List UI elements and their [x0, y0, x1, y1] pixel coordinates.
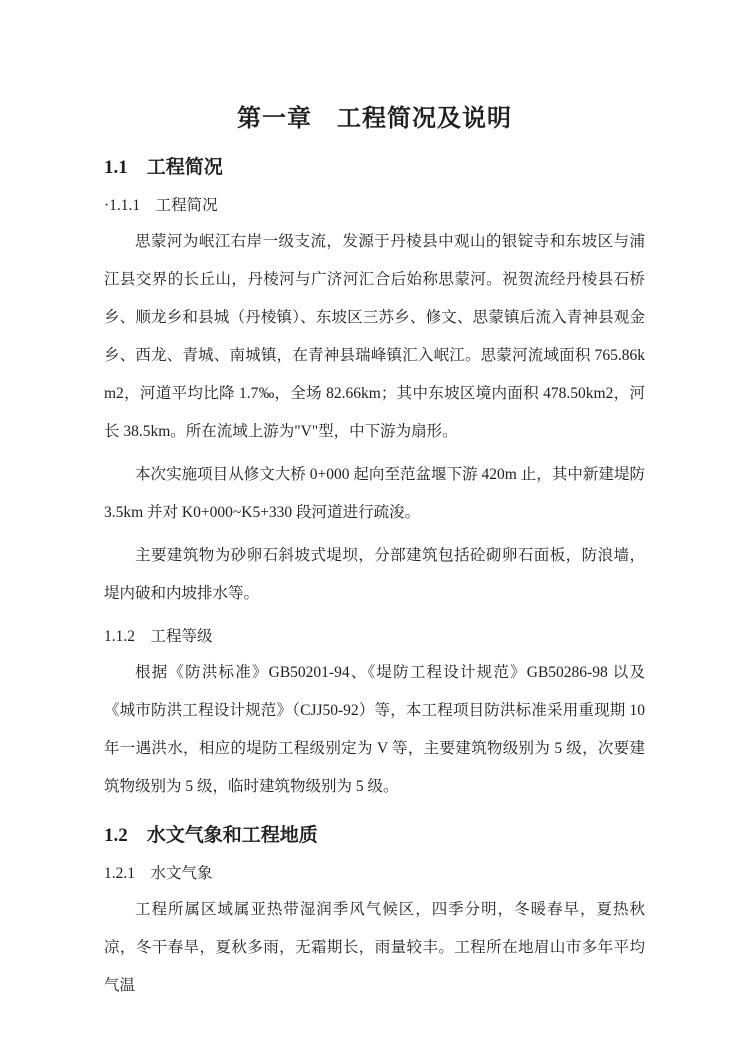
heading-section-1-1-2: 1.1.2 工程等级	[104, 628, 213, 645]
heading-section-1-2-1: 1.2.1 水文气象	[104, 865, 213, 882]
paragraph-project-scope: 本次实施项目从修文大桥 0+000 起向至范盆堰下游 420m 止，其中新建堤防 3.5km 并对 K0+000~K5+330 段河道进行疏浚。	[104, 466, 645, 521]
paragraph-project-grade: 根据《防洪标准》GB50201-94、《堤防工程设计规范》GB50286-98 以及《城市防洪工程设计规范》（CJJ50-92）等，本工程项目防洪标准采用重现期 10 年一遇洪水，相应的堤防工程级别定为 V 等，主要建筑物级别为 5 级，次要建筑物级别为 5 级，临时建筑物级别为 5 级。	[104, 664, 645, 795]
heading-section-1-1-1: ·1.1.1 工程简况	[104, 197, 218, 214]
paragraph-main-structures: 主要建筑物为砂卵石斜坡式堤坝，分部建筑包括砼砌卵石面板，防浪墙，堤内破和内坡排水等。	[104, 547, 645, 602]
chapter-title: 第一章 工程简况及说明	[237, 106, 512, 132]
heading-section-1-1: 1.1 工程简况	[104, 157, 223, 178]
heading-section-1-2: 1.2 水文气象和工程地质	[104, 825, 318, 846]
paragraph-river-overview: 思蒙河为岷江右岸一级支流，发源于丹棱县中观山的银锭寺和东坡区与浦江县交界的长丘山，丹棱河与广济河汇合后始称思蒙河。祝贺流经丹棱县石桥乡、顺龙乡和县城（丹棱镇）、东坡区三苏乡、修文、思蒙镇后流入青神县观金乡、西龙、青城、南城镇，在青神县瑞峰镇汇入岷江。思蒙河流域面积 765.86km2，河道平均比降 1.7‰，全场 82.66km；其中东坡区境内面积 478.50km2，河长 38.5km。所在流域上游为"V"型，中下游为扇形。	[104, 233, 645, 440]
paragraph-climate: 工程所属区域属亚热带湿润季风气候区，四季分明，冬暖春早，夏热秋凉，冬干春旱，夏秋多雨，无霜期长，雨量较丰。工程所在地眉山市多年平均气温	[104, 901, 645, 994]
